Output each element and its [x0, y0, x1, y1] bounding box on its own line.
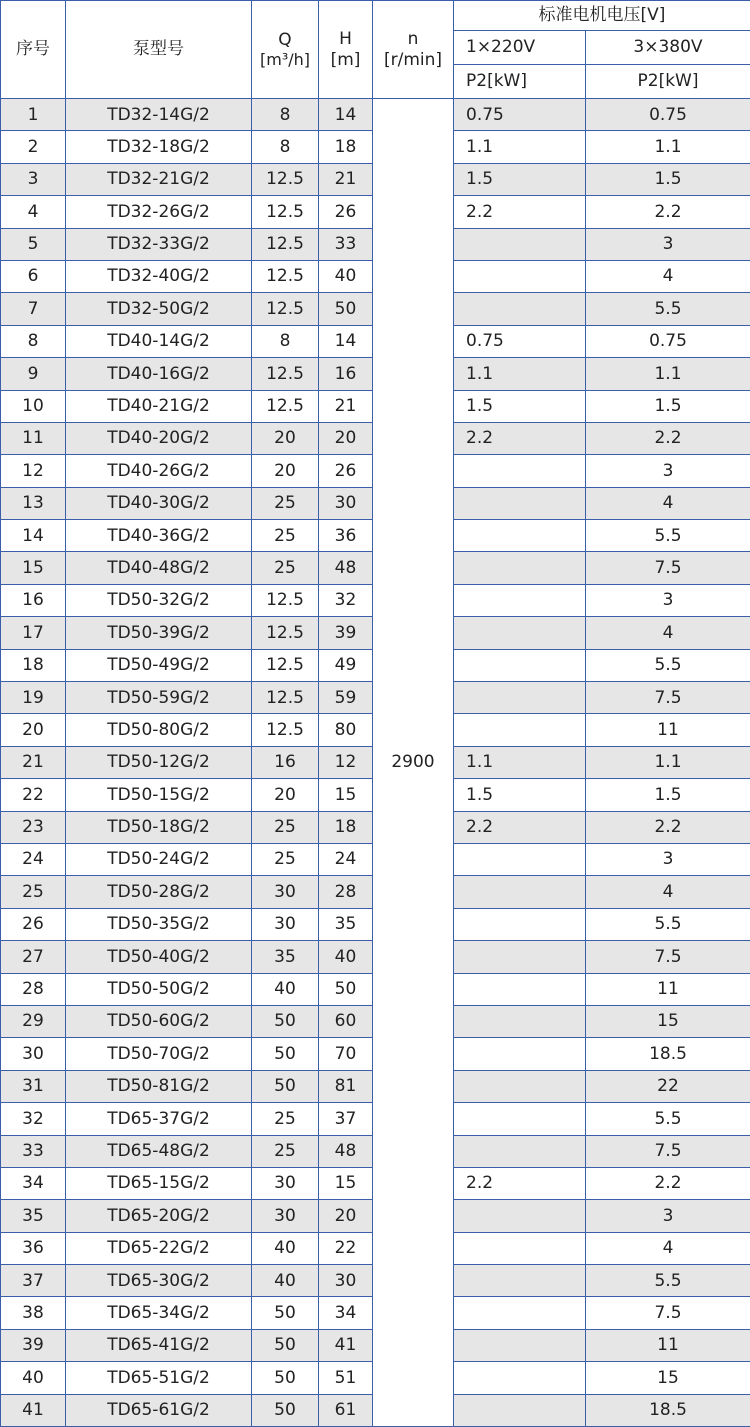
row-h-cell: 40 — [319, 260, 373, 292]
row-p2-1-cell — [454, 876, 586, 908]
header-h — [319, 1, 373, 99]
table-body — [1, 99, 750, 1427]
row-h-cell: 30 — [319, 1265, 373, 1297]
row-q-cell: 20 — [252, 779, 319, 811]
row-h-cell: 50 — [319, 973, 373, 1005]
row-model-cell: TD40-20G/2 — [66, 422, 252, 454]
row-no-cell: 8 — [1, 325, 66, 357]
row-p2-3-cell: 18.5 — [586, 1394, 750, 1426]
row-p2-3-cell: 18.5 — [586, 1038, 750, 1070]
row-p2-1-cell — [454, 1297, 586, 1329]
row-q-cell: 8 — [252, 325, 319, 357]
row-q-cell: 25 — [252, 520, 319, 552]
row-p2-1-cell — [454, 908, 586, 940]
row-q-cell: 50 — [252, 1362, 319, 1394]
row-h-cell: 48 — [319, 552, 373, 584]
row-p2-1-cell: 2.2 — [454, 1167, 586, 1199]
row-no-cell: 22 — [1, 779, 66, 811]
row-p2-3-cell: 1.1 — [586, 746, 750, 778]
row-model-cell: TD65-48G/2 — [66, 1135, 252, 1167]
row-model-cell: TD65-41G/2 — [66, 1329, 252, 1361]
row-h-cell: 21 — [319, 163, 373, 195]
row-p2-1-cell — [454, 584, 586, 616]
row-no-cell: 1 — [1, 99, 66, 131]
row-p2-1-cell — [454, 520, 586, 552]
row-p2-1-cell: 1.5 — [454, 779, 586, 811]
row-h-cell: 49 — [319, 649, 373, 681]
row-no-cell: 11 — [1, 422, 66, 454]
row-model-cell: TD50-59G/2 — [66, 682, 252, 714]
row-no-cell: 21 — [1, 746, 66, 778]
row-p2-1-cell — [454, 552, 586, 584]
row-p2-3-cell: 11 — [586, 1329, 750, 1361]
header-h-unit: [m] — [319, 50, 372, 70]
row-no-cell: 19 — [1, 682, 66, 714]
row-h-cell: 39 — [319, 617, 373, 649]
row-p2-3-cell: 7.5 — [586, 552, 750, 584]
row-model-cell: TD50-18G/2 — [66, 811, 252, 843]
row-p2-3-cell: 5.5 — [586, 1265, 750, 1297]
row-model-cell: TD40-16G/2 — [66, 358, 252, 390]
row-model-cell: TD50-50G/2 — [66, 973, 252, 1005]
row-q-cell: 25 — [252, 1135, 319, 1167]
row-p2-1-cell — [454, 1070, 586, 1102]
row-p2-3-cell: 1.5 — [586, 390, 750, 422]
row-h-cell: 16 — [319, 358, 373, 390]
row-p2-3-cell: 2.2 — [586, 422, 750, 454]
row-p2-3-cell: 11 — [586, 714, 750, 746]
row-q-cell: 40 — [252, 1232, 319, 1264]
row-p2-3-cell: 2.2 — [586, 1167, 750, 1199]
row-h-cell: 81 — [319, 1070, 373, 1102]
row-p2-3-cell: 4 — [586, 487, 750, 519]
row-no-cell: 2 — [1, 131, 66, 163]
row-h-cell: 21 — [319, 390, 373, 422]
row-p2-1-cell — [454, 1103, 586, 1135]
row-p2-3-cell: 5.5 — [586, 1103, 750, 1135]
row-p2-1-cell: 1.1 — [454, 358, 586, 390]
row-h-cell: 26 — [319, 196, 373, 228]
row-no-cell: 38 — [1, 1297, 66, 1329]
header-seq: 序号 — [1, 1, 66, 99]
row-no-cell: 9 — [1, 358, 66, 390]
header-p2-1: P2[kW] — [454, 65, 586, 99]
row-p2-1-cell — [454, 293, 586, 325]
row-q-cell: 20 — [252, 422, 319, 454]
row-q-cell: 50 — [252, 1394, 319, 1426]
row-no-cell: 6 — [1, 260, 66, 292]
row-model-cell: TD65-30G/2 — [66, 1265, 252, 1297]
row-q-cell: 20 — [252, 455, 319, 487]
row-no-cell: 37 — [1, 1265, 66, 1297]
row-no-cell: 32 — [1, 1103, 66, 1135]
row-model-cell: TD50-28G/2 — [66, 876, 252, 908]
row-h-cell: 35 — [319, 908, 373, 940]
row-h-cell: 15 — [319, 1167, 373, 1199]
row-p2-1-cell — [454, 260, 586, 292]
row-no-cell: 4 — [1, 196, 66, 228]
row-p2-1-cell: 1.1 — [454, 746, 586, 778]
row-p2-1-cell — [454, 843, 586, 875]
row-h-cell: 34 — [319, 1297, 373, 1329]
row-q-cell: 30 — [252, 1200, 319, 1232]
header-q — [252, 1, 319, 99]
row-q-cell: 8 — [252, 99, 319, 131]
header-model: 泵型号 — [66, 1, 252, 99]
row-p2-3-cell: 22 — [586, 1070, 750, 1102]
row-model-cell: TD50-49G/2 — [66, 649, 252, 681]
row-p2-3-cell: 2.2 — [586, 811, 750, 843]
header-q-unit: [m³/h] — [252, 50, 318, 69]
header-n-unit: [r/min] — [373, 50, 453, 70]
row-q-cell: 8 — [252, 131, 319, 163]
row-no-cell: 31 — [1, 1070, 66, 1102]
row-h-cell: 41 — [319, 1329, 373, 1361]
row-no-cell: 39 — [1, 1329, 66, 1361]
row-model-cell: TD32-33G/2 — [66, 228, 252, 260]
row-p2-3-cell: 7.5 — [586, 941, 750, 973]
row-p2-1-cell — [454, 1135, 586, 1167]
row-p2-3-cell: 4 — [586, 260, 750, 292]
row-q-cell: 50 — [252, 1329, 319, 1361]
row-model-cell: TD32-50G/2 — [66, 293, 252, 325]
row-no-cell: 14 — [1, 520, 66, 552]
row-p2-3-cell: 0.75 — [586, 325, 750, 357]
row-h-cell: 15 — [319, 779, 373, 811]
row-model-cell: TD32-40G/2 — [66, 260, 252, 292]
row-h-cell: 30 — [319, 487, 373, 519]
row-p2-3-cell: 15 — [586, 1005, 750, 1037]
row-p2-1-cell — [454, 228, 586, 260]
row-p2-1-cell — [454, 1265, 586, 1297]
row-no-cell: 30 — [1, 1038, 66, 1070]
row-q-cell: 30 — [252, 1167, 319, 1199]
row-q-cell: 30 — [252, 908, 319, 940]
row-model-cell: TD50-40G/2 — [66, 941, 252, 973]
row-q-cell: 12.5 — [252, 682, 319, 714]
row-p2-1-cell — [454, 1005, 586, 1037]
row-no-cell: 15 — [1, 552, 66, 584]
row-h-cell: 26 — [319, 455, 373, 487]
row-p2-1-cell — [454, 617, 586, 649]
row-no-cell: 34 — [1, 1167, 66, 1199]
row-p2-3-cell: 2.2 — [586, 196, 750, 228]
table-row — [1, 99, 750, 131]
row-model-cell: TD50-60G/2 — [66, 1005, 252, 1037]
row-p2-1-cell — [454, 973, 586, 1005]
row-p2-1-cell: 2.2 — [454, 196, 586, 228]
row-h-cell: 61 — [319, 1394, 373, 1426]
row-p2-1-cell: 0.75 — [454, 99, 586, 131]
row-q-cell: 50 — [252, 1005, 319, 1037]
row-p2-3-cell: 5.5 — [586, 520, 750, 552]
row-model-cell: TD40-48G/2 — [66, 552, 252, 584]
row-q-cell: 25 — [252, 843, 319, 875]
row-model-cell: TD50-81G/2 — [66, 1070, 252, 1102]
row-no-cell: 5 — [1, 228, 66, 260]
row-p2-3-cell: 1.5 — [586, 163, 750, 195]
row-h-cell: 14 — [319, 99, 373, 131]
row-p2-3-cell: 3 — [586, 455, 750, 487]
row-no-cell: 28 — [1, 973, 66, 1005]
row-no-cell: 18 — [1, 649, 66, 681]
row-q-cell: 25 — [252, 552, 319, 584]
row-h-cell: 20 — [319, 422, 373, 454]
row-q-cell: 50 — [252, 1070, 319, 1102]
row-h-cell: 12 — [319, 746, 373, 778]
row-q-cell: 12.5 — [252, 260, 319, 292]
row-p2-3-cell: 5.5 — [586, 908, 750, 940]
row-p2-1-cell: 0.75 — [454, 325, 586, 357]
row-model-cell: TD50-35G/2 — [66, 908, 252, 940]
row-p2-1-cell: 2.2 — [454, 811, 586, 843]
row-q-cell: 16 — [252, 746, 319, 778]
row-no-cell: 10 — [1, 390, 66, 422]
row-h-cell: 50 — [319, 293, 373, 325]
header-n-label: n — [373, 29, 453, 49]
row-q-cell: 12.5 — [252, 617, 319, 649]
header-h-label: H — [319, 29, 372, 49]
row-q-cell: 25 — [252, 811, 319, 843]
row-model-cell: TD65-61G/2 — [66, 1394, 252, 1426]
row-q-cell: 12.5 — [252, 714, 319, 746]
row-model-cell: TD40-36G/2 — [66, 520, 252, 552]
row-p2-1-cell — [454, 1200, 586, 1232]
row-h-cell: 51 — [319, 1362, 373, 1394]
row-h-cell: 70 — [319, 1038, 373, 1070]
row-p2-3-cell: 3 — [586, 843, 750, 875]
row-q-cell: 50 — [252, 1297, 319, 1329]
row-no-cell: 3 — [1, 163, 66, 195]
row-no-cell: 29 — [1, 1005, 66, 1037]
row-h-cell: 60 — [319, 1005, 373, 1037]
row-h-cell: 36 — [319, 520, 373, 552]
row-model-cell: TD50-80G/2 — [66, 714, 252, 746]
row-no-cell: 33 — [1, 1135, 66, 1167]
row-model-cell: TD65-34G/2 — [66, 1297, 252, 1329]
row-no-cell: 35 — [1, 1200, 66, 1232]
row-no-cell: 16 — [1, 584, 66, 616]
row-model-cell: TD40-26G/2 — [66, 455, 252, 487]
row-q-cell: 12.5 — [252, 228, 319, 260]
row-model-cell: TD50-39G/2 — [66, 617, 252, 649]
row-h-cell: 24 — [319, 843, 373, 875]
row-q-cell: 12.5 — [252, 293, 319, 325]
row-p2-1-cell — [454, 455, 586, 487]
row-p2-3-cell: 4 — [586, 1232, 750, 1264]
row-no-cell: 27 — [1, 941, 66, 973]
row-model-cell: TD50-15G/2 — [66, 779, 252, 811]
row-h-cell: 32 — [319, 584, 373, 616]
row-h-cell: 33 — [319, 228, 373, 260]
header-v3: 3×380V — [586, 31, 750, 65]
row-no-cell: 20 — [1, 714, 66, 746]
row-p2-3-cell: 5.5 — [586, 293, 750, 325]
row-q-cell: 50 — [252, 1038, 319, 1070]
row-model-cell: TD65-20G/2 — [66, 1200, 252, 1232]
row-p2-1-cell — [454, 1329, 586, 1361]
row-no-cell: 23 — [1, 811, 66, 843]
row-p2-3-cell: 1.1 — [586, 358, 750, 390]
row-p2-1-cell: 1.5 — [454, 163, 586, 195]
row-no-cell: 25 — [1, 876, 66, 908]
header-q-label: Q — [252, 30, 318, 50]
header-n — [373, 1, 454, 99]
row-h-cell: 22 — [319, 1232, 373, 1264]
row-model-cell: TD40-21G/2 — [66, 390, 252, 422]
row-p2-1-cell — [454, 1394, 586, 1426]
row-p2-3-cell: 7.5 — [586, 1297, 750, 1329]
row-p2-3-cell: 7.5 — [586, 1135, 750, 1167]
row-q-cell: 12.5 — [252, 358, 319, 390]
row-model-cell: TD65-22G/2 — [66, 1232, 252, 1264]
row-h-cell: 18 — [319, 131, 373, 163]
row-p2-1-cell — [454, 1038, 586, 1070]
row-model-cell: TD32-26G/2 — [66, 196, 252, 228]
row-model-cell: TD65-51G/2 — [66, 1362, 252, 1394]
row-q-cell: 25 — [252, 1103, 319, 1135]
row-p2-1-cell — [454, 649, 586, 681]
row-p2-1-cell — [454, 941, 586, 973]
row-p2-1-cell — [454, 714, 586, 746]
row-p2-3-cell: 0.75 — [586, 99, 750, 131]
row-p2-1-cell — [454, 1232, 586, 1264]
row-model-cell: TD50-32G/2 — [66, 584, 252, 616]
row-p2-3-cell: 11 — [586, 973, 750, 1005]
row-h-cell: 14 — [319, 325, 373, 357]
row-q-cell: 12.5 — [252, 163, 319, 195]
row-p2-3-cell: 15 — [586, 1362, 750, 1394]
header-voltage-group: 标准电机电压[V] — [454, 1, 750, 31]
row-p2-1-cell: 2.2 — [454, 422, 586, 454]
row-h-cell: 37 — [319, 1103, 373, 1135]
row-p2-1-cell: 1.5 — [454, 390, 586, 422]
row-p2-3-cell: 4 — [586, 876, 750, 908]
row-no-cell: 36 — [1, 1232, 66, 1264]
row-p2-3-cell: 5.5 — [586, 649, 750, 681]
row-model-cell: TD65-37G/2 — [66, 1103, 252, 1135]
row-h-cell: 20 — [319, 1200, 373, 1232]
row-p2-3-cell: 3 — [586, 1200, 750, 1232]
row-no-cell: 13 — [1, 487, 66, 519]
row-no-cell: 7 — [1, 293, 66, 325]
row-no-cell: 17 — [1, 617, 66, 649]
row-model-cell: TD40-14G/2 — [66, 325, 252, 357]
row-p2-1-cell — [454, 1362, 586, 1394]
header-p2-3: P2[kW] — [586, 65, 750, 99]
row-q-cell: 12.5 — [252, 584, 319, 616]
row-q-cell: 40 — [252, 973, 319, 1005]
row-no-cell: 26 — [1, 908, 66, 940]
row-q-cell: 12.5 — [252, 649, 319, 681]
row-h-cell: 18 — [319, 811, 373, 843]
row-h-cell: 80 — [319, 714, 373, 746]
row-q-cell: 25 — [252, 487, 319, 519]
row-no-cell: 41 — [1, 1394, 66, 1426]
row-p2-3-cell: 1.5 — [586, 779, 750, 811]
row-p2-1-cell — [454, 487, 586, 519]
row-no-cell: 12 — [1, 455, 66, 487]
row-no-cell: 24 — [1, 843, 66, 875]
row-p2-3-cell: 1.1 — [586, 131, 750, 163]
row-p2-3-cell: 3 — [586, 228, 750, 260]
row-model-cell: TD32-18G/2 — [66, 131, 252, 163]
row-h-cell: 48 — [319, 1135, 373, 1167]
row-q-cell: 12.5 — [252, 196, 319, 228]
row-q-cell: 12.5 — [252, 390, 319, 422]
row-p2-1-cell: 1.1 — [454, 131, 586, 163]
row-h-cell: 28 — [319, 876, 373, 908]
row-h-cell: 40 — [319, 941, 373, 973]
row-model-cell: TD50-12G/2 — [66, 746, 252, 778]
row-model-cell: TD50-70G/2 — [66, 1038, 252, 1070]
row-model-cell: TD40-30G/2 — [66, 487, 252, 519]
row-h-cell: 59 — [319, 682, 373, 714]
row-no-cell: 40 — [1, 1362, 66, 1394]
row-p2-1-cell — [454, 682, 586, 714]
row-model-cell: TD32-14G/2 — [66, 99, 252, 131]
row-q-cell: 30 — [252, 876, 319, 908]
row-model-cell: TD65-15G/2 — [66, 1167, 252, 1199]
row-p2-3-cell: 3 — [586, 584, 750, 616]
row-model-cell: TD50-24G/2 — [66, 843, 252, 875]
row-q-cell: 35 — [252, 941, 319, 973]
speed-cell: 2900 — [373, 99, 454, 1427]
row-q-cell: 40 — [252, 1265, 319, 1297]
row-p2-3-cell: 7.5 — [586, 682, 750, 714]
row-model-cell: TD32-21G/2 — [66, 163, 252, 195]
row-p2-3-cell: 4 — [586, 617, 750, 649]
header-v1: 1×220V — [454, 31, 586, 65]
